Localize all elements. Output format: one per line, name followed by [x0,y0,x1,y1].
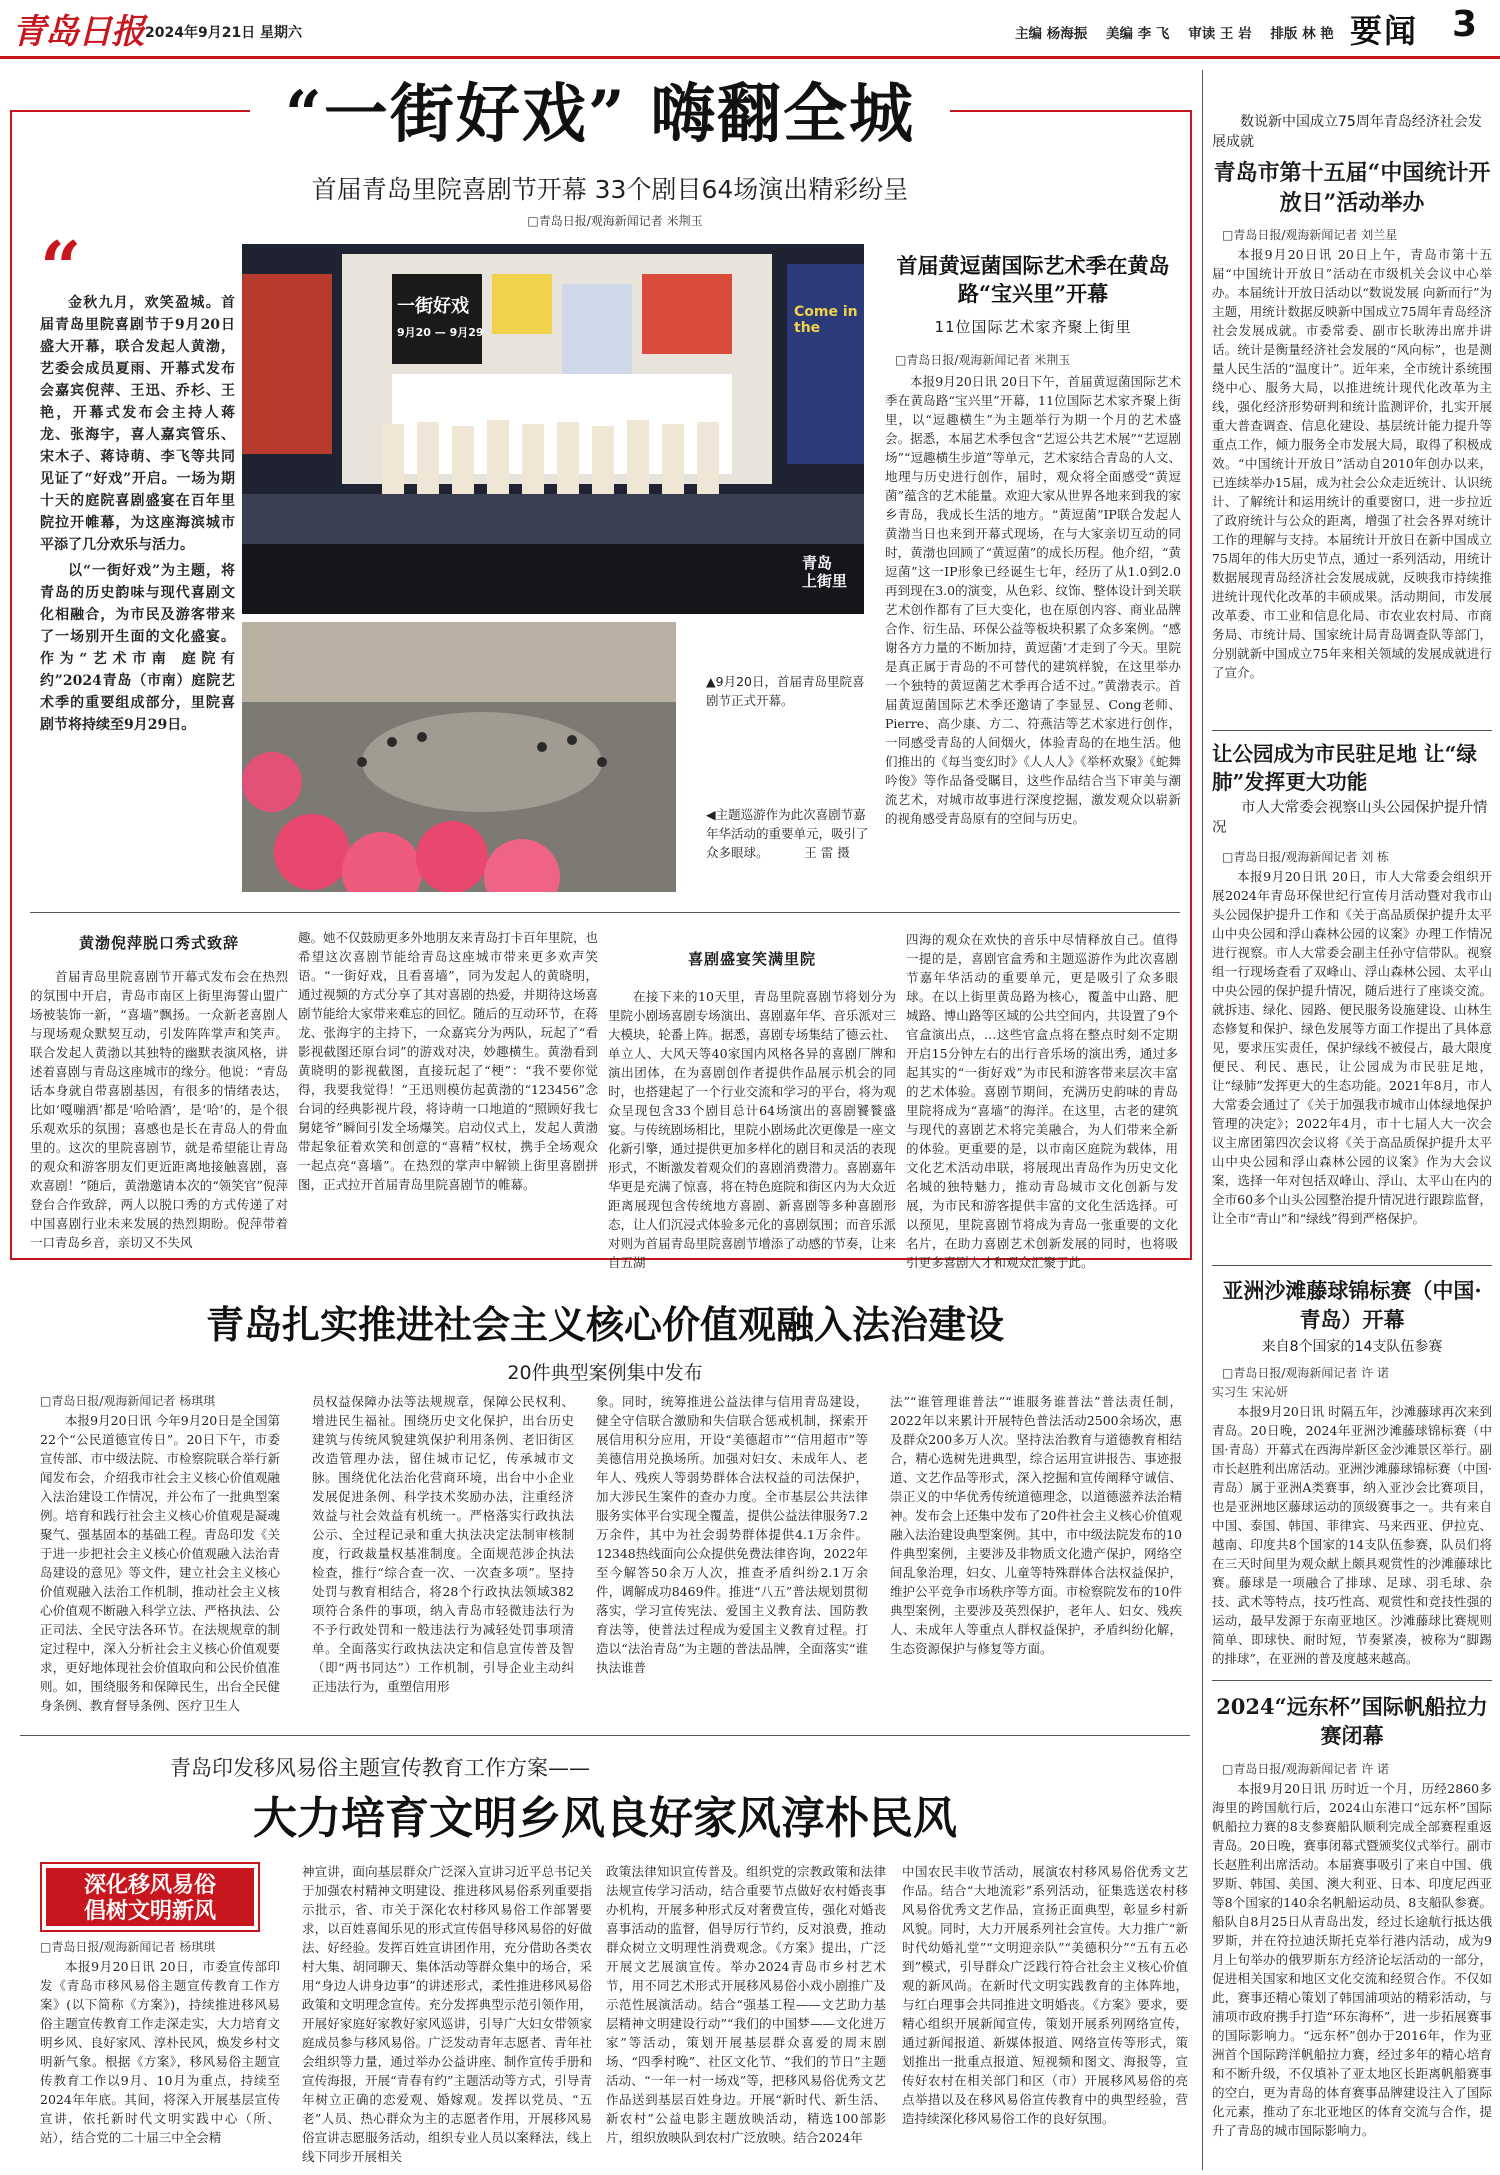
right-divider-3 [1212,1680,1492,1681]
law-byline: □青岛日报/观海新闻记者 杨琪琪 [40,1394,216,1408]
art-festival-subtitle: 11位国际艺术家齐聚上街里 [934,318,1132,336]
park-title[interactable]: 让公园成为市民驻足地 让“绿肺”发挥更大功能 [1212,742,1477,794]
lead-col-2 [298,928,598,1194]
civ-col-3-text: 政策法律知识宣传普及。组织党的宗教政策和法律法规宣传学习活动，结合重要节点做好农村婚丧事办机构，开展多种形式反对奢费宣传，强化对婚丧喜事活动的监督，倡导厉行节约，反对浪费，推动群众树立文明理性消费观念。《方案》提出，广泛开展文艺展演宣传。举办2024青岛市乡村艺术节，用不同艺术形式开展移风易俗小戏小剧推广及示范性展演活动。结合“强基工程——文艺助力基层精神文明建设行动”“我们的中国梦——文化进万家”等活动，策划开展基层群众喜爱的周末剧场、“四季村晚”、社区文化节、“我们的节日”主题活动、“一年一村一场戏”等，把移风易俗优秀文艺作品送到基层百姓身边。开展“新时代、新生活、新农村”公益电影主题放映活动，精选100部影片，组织放映队到农村广泛放映。结合2024年 [606,1864,886,2145]
art-festival-text: 本报9月20日讯 20日下午，首届黄逗菌国际艺术季在黄岛路“宝兴里”开幕，11位国际艺术家齐聚上街里，以“逗趣横生”为主题举行为期一个月的艺术盛会。据悉，本届艺术季包含“艺逗公共艺术展”“艺逗剧场”“逗趣横生步道”等单元，艺术家结合青岛的人文、地理与历史进行创作，届时，观众将全面感受“黄逗菌”蕴含的艺术能量。欢迎大家从世界各地来到我的家乡青岛，我成长生活的地方。“黄逗菌”IP联合发起人黄渤当日也来到开幕式现场，在与大家亲切互动的同时，黄渤也回顾了“黄逗菌”的成长历程。他介绍，“黄逗菌”这一IP形象已经诞生七年，经历了从1.0到2.0再到现在3.0的演变，从色彩、纹饰、整体设计到关联艺术创作都有了巨大变化，也在原创内容、商业品牌合作、衍生品、环保公益等板块积累了众多案例。“感谢各方力量的不断加持，黄逗菌’才走到了今天。里院是真正属于青岛的不可替代的建筑样貌，在这里举办一个独特的黄逗菌艺术季再合适不过。”黄渤表示。首届黄逗菌国际艺术季还邀请了李显昱、Cong老师、Pierre、高少康、方二、符燕洁等艺术家进行创作，一同感受青岛的人间烟火，体验青岛的在地生活。他们推出的《每当变幻时》《人人人》《举杯欢聚》《蛇舞吟俊》等作品备受瞩目，这些作品结合当下审美与潮流艺术，对城市故事进行深度挖掘，激发观众以崭新的视角感受青岛原有的空间与历史。 [885,374,1181,826]
stage-sign-dates: 9月20 — 9月29 [397,326,484,339]
lead-intro [40,292,235,736]
art-festival-body [885,372,1181,828]
law-col-1 [40,1411,280,1715]
parade-photo[interactable] [242,622,676,892]
stage-illustration [242,244,864,614]
lead-intro-paragraph-2: 以“一街好戏”为主题，将青岛的历史韵味与现代喜剧文化相融合，为市民及游客带来了一场别开生面的文化盛宴。作为“艺术市南 庭院有约”2024青岛（市南）庭院艺术季的重要组成部分，里院喜剧节将持续至9月29日。 [40,563,235,733]
sepak-takraw-byline: □青岛日报/观海新闻记者 许 诺 实习生 宋沁妍 [1212,1366,1390,1399]
civ-col-4 [902,1862,1188,2128]
law-col-1-text: 本报9月20日讯 今年9月20日是全国第22个“公民道德宣传日”。20日下午，市委宣传部、市中级法院、市检察院联合举行新闻发布会，介绍我市社会主义核心价值观融入法治建设工作情况，并公布了一批典型案例。培育和践行社会主义核心价值观是凝魂聚气、强基固本的基础工程。青岛印发《关于进一步把社会主义核心价值观融入法治青岛建设的意见》等文件，建立社会主义核心价值观融入法治工作机制，推动社会主义核心价值观不断融入科学立法、严格执法、公正司法、全民守法各环节。在法规规章的制定过程中，深入分析社会主义核心价值观要求，更好地体现社会价值取向和公民价值准则。如，围绕服务和保障民生，出台全民健身条例、教育督导条例、医疗卫生人 [40,1413,280,1713]
stats-day-text: 本报9月20日讯 20日上午，青岛市第十五届“中国统计开放日”活动在市级机关会议中心举办。本届统计开放日活动以“数说发展 向新而行”为主题，用统计数据反映新中国成立75周年青岛经济社会发展成就。市委常委、副市长耿涛出席并讲话。统计是衡量经济社会发展的“风向标”，也是测量人民生活的“温度计”。近年来，全市统计系统围绕中心、服务大局，以推进统计现代化改革为主线，强化经济形势研判和统计监测评价，扎实开展重大普查调查、信息化建设、基层统计能力提升等重点工作，倾力服务全市发展大局，取得了积极成效。“中国统计开放日”活动自2010年创办以来，已连续举办15届，成为社会公众走近统计、认识统计、了解统计和运用统计的重要窗口，进一步拉近了政府统计与公众的距离，增强了社会各界对统计工作的理解与支持。本届统计开放日在新中国成立75周年的伟大历史节点，通过一系列活动，用统计数据展现青岛经济社会发展成就，反映我市持续推进统计现代化改革的丰硕成果。活动期间，市发展改革委、市工业和信息化局、市农业农村局、市商务局、市统计局、国家统计局青岛调查队等部门，分别就新中国成立75年来相关领域的发展成就进行了宣介。 [1212,247,1492,680]
lead-col-4-text: 四海的观众在欢快的音乐中尽情释放自己。值得一提的是，喜剧官盒秀和主题巡游作为此次喜剧节嘉年华活动的重要单元，更是吸引了众多眼球。在以上街里黄岛路为核心，覆盖中山路、肥城路、博山路等区域的公共空间内，共设置了9个官盒演出点，…这些官盒点将在整点时刻不定期开启15分钟左右的出行音乐场的演出秀，通过多起其实的“一街好戏”为市民和游客带来层次丰富的艺术体验。喜剧节期间，充满历史韵味的青岛里院将成为“喜墙”的海洋。在这里，古老的建筑与现代的喜剧艺术将完美融合，为人们带来全新的体验。更重要的是，以市南区庭院为载体，用文化艺术活动串联，将展现出青岛作为历史文化名城的独特魅力，推动青岛城市文化创新与发展，为市民和游客提供丰富的文化生活选择。可以预见，里院喜剧节将成为青岛一张重要的文化名片，在助力喜剧艺术创新发展的同时，也将吸引更多喜剧人才和观众汇聚于此。 [906,932,1178,1270]
sailing-title[interactable]: 2024“远东杯”国际帆船拉力赛闭幕 [1216,1694,1488,1748]
civ-box-frame [40,1862,260,1932]
civ-col-2-text: 神宣讲，面向基层群众广泛深入宣讲习近平总书记关于加强农村精神文明建设、推进移风易俗系列重要指示批示，省、市关于深化农村移风易俗工作部署要求，以百姓喜闻乐见的形式宣传倡导移风易俗的好做法、好经验。发挥百姓宣讲团作用，充分借助各类农村大集、胡同聊天、集体活动等群众集中的场合，采用“身边人讲身边事”的讲述形式，柔性推进移风易俗政策和文明理念宣传。充分发挥典型示范引领作用，开展好家庭好家教好家风巡讲，引导广大妇女带领家庭成员参与移风易俗。广泛发动青年志愿者、青年社会组织等力量，通过举办公益讲座、制作宣传手册和宣传海报，开展“青春有约”主题活动等方式，引导青年树立正确的恋爱观、婚嫁观。发挥以党员、“五老”人员、热心群众为主的志愿者作用，开展移风易俗宣讲志愿服务活动，组织专业人员以案释法，线上线下同步开展相关 [302,1864,592,2164]
lead-col-1-text: 首届青岛里院喜剧节开幕式发布会在热烈的氛围中开启，青岛市南区上街里海誓山盟广场被装饰一新，“喜墙”飘扬。一众新老喜剧人与现场观众默契互动，引发阵阵掌声和笑声。联合发起人黄渤以其独特的幽默表演风格，讲述着喜剧与青岛这座城市的缘分。他说：“青岛话本身就自带喜剧基因，有很多的情绪表达，比如‘嘎嘣酒’都是‘哈哈酒’，是‘哈’的，是个很乐观欢乐的氛围；喜感也是长在青岛人的骨血里的。这次的里院喜剧节，就是希望能让青岛的观众和游客朋友们更近距离地接触喜剧，喜欢喜剧！”随后，黄渤邀请本次的“领笑官”倪萍登台合作致辞，两人以脱口秀的方式传递了对中国喜剧行业未来发展的热烈期盼。倪萍带着一口青岛乡音，亲切又不失风 [30,969,288,1250]
lead-col-3 [608,948,896,1272]
law-col-4 [890,1392,1182,1658]
stage-sign-title: 一街好戏 [397,296,469,317]
law-subtitle: 20件典型案例集中发布 [507,1362,703,1384]
sepak-takraw-subtitle: 来自8个国家的14支队伍参赛 [1261,1339,1443,1355]
stats-day-byline: □青岛日报/观海新闻记者 刘兰星 [1222,228,1398,242]
masthead-rule [0,56,1500,59]
quote-mark: “ [40,225,82,310]
park-text: 本报9月20日讯 20日，市人大常委会组织开展2024年青岛环保世纪行宣传月活动暨对我市山头公园保护提升工作和《关于高品质保护提升太平山中央公园和浮山森林公园的议案》办理工作情况进行视察。市人大常委会副主任孙守信带队。视察组一行现场查看了双峰山、浮山森林公园、太平山中央公园的保护提升情况，随后进行了座谈交流。就拆违、绿化、园路、便民服务设施建设、山林生态修复和保护、绿色发展等方面工作提出了具体意见，要求压实责任，保护绿线不被侵占，最大限度便民、利民、惠民，让公园成为市民驻足地，让“绿肺”发挥更大的生态功能。2021年8月，市人大常委会通过了《关于加强我市城市山体绿地保护管理的决定》；2022年4月，市十七届人大一次会议主席团第四次会议将《关于高品质保护提升太平山中央公园和浮山森林公园的议案》作为大会议案，选择一年对包括双峰山、浮山、太平山在内的全市60多个山头公园整治提升情况进行跟踪监督，让全市“青山”和“绿线”得到严格保护。 [1212,869,1492,1226]
law-col-2-text: 员权益保障办法等法规规章，保障公民权利、增进民生福祉。围绕历史文化保护，出台历史建筑与传统风貌建筑保护利用条例、老旧街区改造管理办法，留住城市记忆，传承城市文脉。围绕优化法治化营商环境，出台中小企业发展促进条例、科学技术奖励办法，注重经济效益与社会效益有机统一。严格落实行政执法公示、全过程记录和重大执法决定法制审核制度，行政裁量权基准制度。全面规范涉企执法检查，推行“综合查一次、一次查多项”。坚持处罚与教育相结合，将28个行政执法领域382项符合条件的事项，纳入青岛市轻微违法行为不予行政处罚和一般违法行为减轻处罚事项清单。全面落实行政执法决定和信息宣传普及智（即“两书同达”）工作机制，引导企业主动纠正违法行为，重塑信用形 [312,1394,574,1694]
section-label: 要闻 [1350,12,1419,50]
sailing-byline: □青岛日报/观海新闻记者 许 诺 [1222,1762,1390,1776]
park-subtitle: 市人大常委会视察山头公园保护提升情况 [1212,800,1488,836]
civ-top-rule [20,1735,1190,1736]
sepak-takraw-article [1212,1276,1492,1668]
park-article [1212,740,1492,1228]
civ-col-4-text: 中国农民丰收节活动，展演农村移风易俗优秀文艺作品。结合“大地流彩”系列活动，征集选送农村移风易俗优秀文艺作品，宣扬正面典型，彰显乡村新风貌。同时，大力开展系列社会宣传。大力推广“新时代幼婚礼堂”“文明迎亲队”“美德积分”“五有五必到”模式，引导群众广泛践行符合社会主义核心价值观的新风尚。在新时代文明实践教育的主体阵地，与红白理事会共同推进文明婚丧。《方案》要求，要精心组织开展新闻宣传，策划开展系列网络宣传，通过新闻报道、新媒体报道、网络宣传等形式，策划推出一批重点报道、短视频和图文、海报等，宣传好农村在相关部门和区（市）开展移风易俗的亮点举措以及在移风易俗宣传教育中的典型经验，营造持续深化移风易俗工作的良好氛围。 [902,1864,1188,2126]
lead-col-1-heading: 黄渤倪萍脱口秀式致辞 [78,934,239,952]
civ-kicker: 青岛印发移风易俗主题宣传教育工作方案—— [170,1756,590,1780]
lead-col-3-heading: 喜剧盛宴笑满里院 [687,950,816,968]
art-festival-byline: □青岛日报/观海新闻记者 米荆玉 [895,353,1071,367]
civ-byline: □青岛日报/观海新闻记者 杨琪琪 [40,1940,216,1954]
civ-col-3 [606,1862,886,2147]
newspaper-logo[interactable]: 青岛日报 [12,12,144,52]
stage-photo[interactable] [242,244,864,614]
law-col-4-text: 法”“谁管理谁普法”“谁服务谁普法”普法责任制，2022年以来累计开展特色普法活动2500余场次，惠及群众200多万人次。坚持法治教育与道德教育相结合，精心选树先进典型，综合运用宣讲报告、事迹报道、文艺作品等形式，深入挖掘和宣传阐释守诚信、崇正义的中华优秀传统道德理念，以道德滋养法治精神。发布会上还集中发布了20件社会主义核心价值观融入法治建设典型案例。其中，市中级法院发布的10件典型案例，主要涉及非物质文化遗产保护，网络空间乱象治理，妇女、儿童等特殊群体合法权益保护，维护公平竞争市场秩序等方面。市检察院发布的10件典型案例，主要涉及英烈保护，老年人、妇女、残疾人、未成年人等重点人群权益保护，矛盾纠纷化解，生态资源保护与修复等方面。 [890,1394,1182,1656]
lead-intro-paragraph: 金秋九月，欢笑盈城。首届青岛里院喜剧节于9月20日盛大开幕，联合发起人黄渤，艺委会成员夏雨、开幕式发布会嘉宾倪萍、王迅、乔杉、王艳，开幕式发布会主持人蒋龙、张海宇，喜人嘉宾管乐、宋木子、蒋诗萌、李飞等共同见证了“好戏”开启。一场为期十天的庭院喜剧盛宴在百年里院拉开帷幕，为这座海滨城市平添了几分欢乐与活力。 [40,295,235,553]
civ-col-1-text: 本报9月20日讯 20日，市委宣传部印发《青岛市移风易俗主题宣传教育工作方案》(以下简称《方案》)，持续推进移风易俗主题宣传教育工作走深走实，大力培育文明乡风、良好家风、淳朴民风，焕发乡村文明新气象。根据《方案》，移风易俗主题宣传教育工作以9月、10月为重点，持续至2024年年底。其间，将深入开展基层宣传宣讲，依托新时代文明实践中心（所、站），结合党的二十届三中全会精 [40,1959,280,2145]
lead-byline: □青岛日报/观海新闻记者 米荆玉 [527,214,703,228]
civ-title[interactable]: 大力培育文明乡风良好家风淳朴民风 [253,1793,957,1844]
sailing-text: 本报9月20日讯 历时近一个月，历经2860多海里的跨国航行后，2024山东港口“远东杯”国际帆船拉力赛的8支参赛船队顺利完成全部赛程重返青岛。20日晚，赛事闭幕式暨颁奖仪式举行。副市长赵胜利出席活动。本届赛事吸引了来自中国、俄罗斯、韩国、美国、澳大利亚、日本、印度尼西亚等8个国家的140余名帆船运动员、8支船队参赛。船队自8月25日从青岛出发，经过长途航行抵达俄罗斯，并在符拉迪沃斯托克举行港内活动，成为9月上旬举办的俄罗斯东方经济论坛活动的一部分，促进相关国家和地区文化交流和经贸合作。不仅如此，赛事还精心策划了韩国浦项站的精彩活动，与浦项市政府携手打造“环东海杯”，进一步拓展赛事的国际影响力。“远东杯”创办于2016年，作为亚洲首个国际跨洋帆船拉力赛，经过多年的精心培育和不断升级，不仅填补了亚太地区长距离帆船赛事的空白，更为青岛的体育赛事品牌建设注入了国际化元素，推动了东北亚地区的体育交流与合作，提升了青岛的城市国际影响力。 [1212,1781,1492,2138]
parade-photo-caption: ◀主题巡游作为此次喜剧节嘉年华活动的重要单元，吸引了众多眼球。 王 雷 摄 [706,807,869,860]
stats-day-article [1212,112,1492,682]
lead-divider [30,912,1180,913]
editor-credits: 主编 杨海振 美编 李 飞 审读 王 岩 排版 林 艳 [1015,26,1334,42]
civ-col-2 [302,1862,592,2166]
lead-col-2-text: 趣。她不仅鼓励更多外地朋友来青岛打卡百年里院，也希望这次喜剧节能给青岛这座城市带来更多欢声笑语。“一街好戏，且看喜墙”，同为发起人的黄晓明，通过视频的方式分享了其对喜剧的热爱，并期待这场喜剧节能给大家带来难忘的回忆。随后的互动环节，在蒋龙、张海宇的主持下，一众嘉宾分为两队，玩起了“看影视截图还原台词”的游戏对决，妙趣横生。黄渤看到黄晓明的影视截图，直接玩起了“梗”：“我不要你觉得，我要我觉得！”王迅则模仿起黄渤的“123456”念台词的经典影视片段，将诗萌一口地道的“照顾好我七舅姥爷”瞬间引发全场爆笑。启动仪式上，发起人黄渤带起象征着欢笑和创意的“喜精”权杖，携手全场观众一起点亮“喜墙”。在热烈的掌声中解锁上街里喜剧拼图，正式拉开首届青岛里院喜剧节的帷幕。 [298,930,599,1192]
law-col-3-text: 象。同时，统筹推进公益法律与信用青岛建设，健全守信联合激励和失信联合惩戒机制，探索开展信用积分应用，开设“美德超市”“信用超市”等美德信用兑换场所。加强对妇女、未成年人、老年人、残疾人等弱势群体合法权益的司法保护，加大涉民生案件的查办力度。全市基层公共法律服务实体平台实现全覆盖，提供公益法律服务7.2万余件，其中为社会弱势群体提供4.1万余件。12348热线面向公众提供免费法律咨询，2022年至今解答50余万人次，推查矛盾纠纷2.1万余件，调解成功8469件。推进“八五”普法规划贯彻落实，学习宣传宪法、爱国主义教育法、国防教育法等，使普法过程成为爱国主义教育过程。打造以“法治青岛”为主题的普法品牌，全面落实“谁执法谁普 [596,1394,868,1675]
sailing-article [1212,1692,1492,2140]
stats-day-title[interactable]: 青岛市第十五届“中国统计开放日”活动举办 [1213,160,1491,216]
page-number: 3 [1452,4,1478,45]
law-col-3 [596,1392,868,1677]
masthead [0,0,1500,60]
issue-date: 2024年9月21日 星期六 [145,25,303,41]
lead-title[interactable]: “一街好戏” 嗨翻全城 [250,75,950,155]
lead-col-3-text: 在接下来的10天里，青岛里院喜剧节将划分为里院小剧场喜剧专场演出、喜剧嘉年华、音乐派对三大模块，轮番上阵。据悉，喜剧专场集结了德云社、单立人、大风天等40家国内风格各异的喜剧厂牌和演出团体，在为喜剧创作者提供作品展示机会的同时，也搭建起了一个行业交流和学习的平台，将为观众呈现包含33个剧目总计64场演出的喜剧饕餮盛宴。与传统剧场相比，里院小剧场此次更像是一座文化新引擎，通过提供更加多样化的剧目和灵活的表现形式，不断激发着观众们的喜剧消费潜力。喜剧嘉年华更是充满了惊喜，将在特色庭院和街区内为大众近距离展现包含传统地方喜剧、新喜剧等多种喜剧形态，让人们沉浸式体验多元化的喜剧氛围；而音乐派对则为首届青岛里院喜剧节增添了动感的节奏，让来自五湖 [608,989,896,1270]
law-col-2 [312,1392,574,1696]
stage-location-label: 青岛 上街里 [802,554,848,590]
law-title[interactable]: 青岛扎实推进社会主义核心价值观融入法治建设 [205,1302,1004,1347]
parade-illustration [242,622,676,892]
art-festival-title[interactable]: 首届黄逗菌国际艺术季在黄岛路“宝兴里”开幕 [896,253,1170,306]
sepak-takraw-title[interactable]: 亚洲沙滩藤球锦标赛（中国·青岛）开幕 [1222,1278,1482,1332]
sepak-takraw-text: 本报9月20日讯 时隔五年，沙滩藤球再次来到青岛。20日晚，2024年亚洲沙滩藤球锦标赛（中国·青岛）开幕式在西海岸新区金沙滩景区举行。副市长赵胜利出席活动。亚洲沙滩藤球锦标赛（中国·青岛）属于亚洲A类赛事，纳入亚沙会比赛项目，也是亚洲地区藤球运动的顶级赛事之一。共有来自中国、泰国、韩国、菲律宾、马来西亚、伊拉克、越南、印度共8个国家的14支队伍参赛，队员们将在三天时间里为观众献上颇具观赏性的沙滩藤球比赛。藤球是一项融合了排球、足球、羽毛球、杂技、武术等特点，技巧性高、观赏性和竞技性强的运动，最早发源于东南亚地区。沙滩藤球比赛规则简单、即球快、耐时短，节奏紧凑，被称为“脚踢的排球”，在亚洲的普及度越来越高。 [1212,1404,1492,1666]
stats-day-kicker: 数说新中国成立75周年青岛经济社会发展成就 [1212,114,1482,150]
civ-col-1 [40,1957,280,2147]
stage-photo-caption: ▲9月20日，首届青岛里院喜剧节正式开幕。 [706,674,865,708]
civ-box-title: 深化移风易俗 倡树文明新风 [46,1868,254,1926]
park-byline: □青岛日报/观海新闻记者 刘 栋 [1222,850,1390,864]
lead-col-1 [30,932,288,1252]
right-divider-2 [1212,1265,1492,1266]
stage-side-text: Come in the [794,304,858,336]
lead-col-4 [906,930,1178,1272]
lead-subtitle: 首届青岛里院喜剧节开幕 33个剧目64场演出精彩纷呈 [311,175,909,204]
art-festival-article [885,252,1181,828]
right-column-divider [1202,70,1203,2170]
right-divider-1 [1212,730,1492,731]
